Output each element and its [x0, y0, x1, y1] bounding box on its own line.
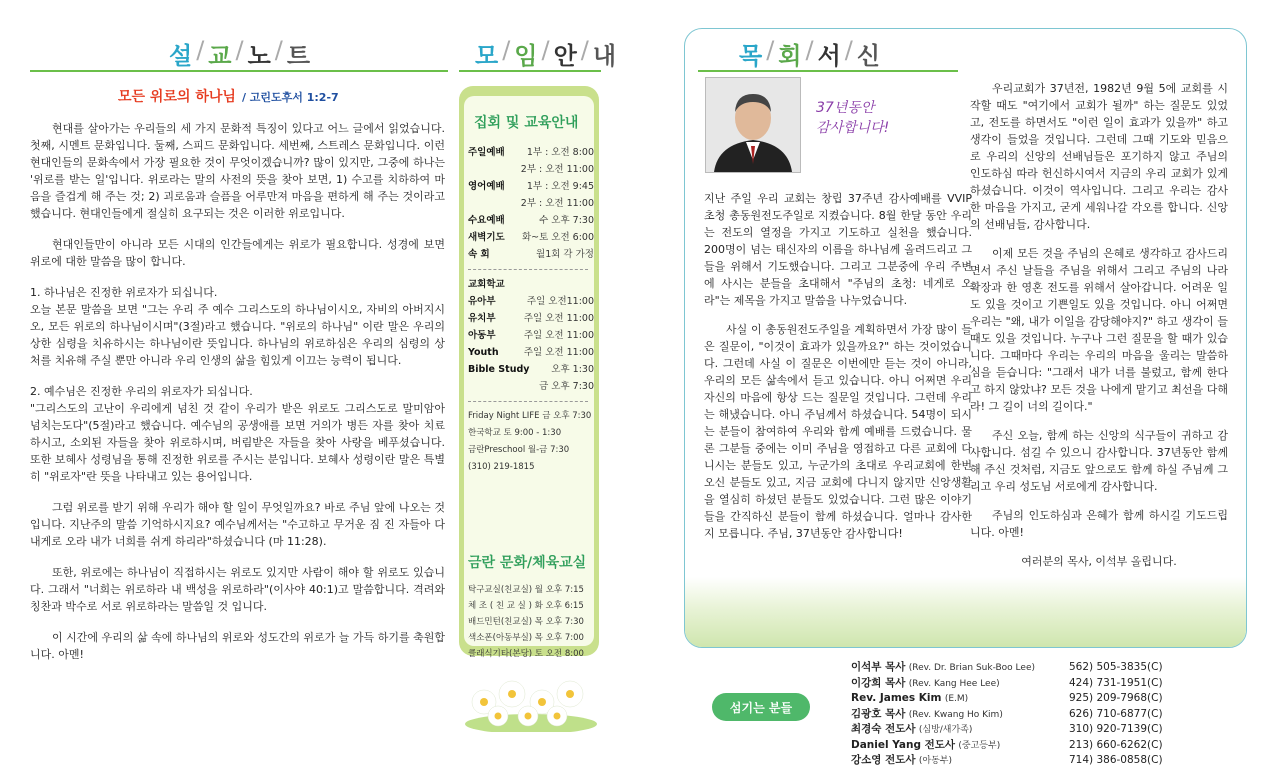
thanks-heading: 37년동안 감사합니다! [816, 100, 890, 136]
sermon-paragraph: 1. 하나님은 진정한 위로자가 되십니다. 오늘 본문 말씀을 보면 "그는 우리 주 예수 그리스도의 하나님이시오, 자비의 아버지시오, 모든 위로의 하나님이시며"(3절)라고 했습니다. "위로의 하나님" 이란 말은 우리의 상한 심령을 치유하시는 하나님이란 뜻입니다. 하나님의 위로하심은 우리의 심령의 상처를 치유해 주실 뿐만 아니라 우리 인생의 삶을 힘있게 이끄는 능력이 됩니다. [30, 286, 445, 367]
schedule-row: 2부 : 오전 11:00 [520, 164, 594, 175]
letter-paragraph: 주님의 인도하심과 은혜가 함께 하시길 기도드립니다. 아멘! [970, 509, 1228, 539]
daisy-flowers-decoration [462, 672, 600, 732]
worship-schedule [468, 144, 594, 476]
staff-row: Daniel Yang 전도사 (중고등부) 213) 660-6262(C) [851, 738, 1163, 751]
schedule-row: 수요예배 수 오후 7:30 [468, 215, 594, 226]
culture-row: 탁구교실(친교실) 월 오후 7:15 [468, 585, 584, 595]
schedule-row: 새벽기도 화~토 오전 6:00 [468, 232, 594, 243]
misc-row: Friday Night LIFE 금 오후 7:30 [468, 411, 592, 421]
schedule-row: 교회학교 [468, 279, 505, 290]
staff-list [851, 660, 1189, 769]
staff-row: 김광호 목사 (Rev. Kwang Ho Kim) 626) 710-6877(C) [851, 707, 1163, 720]
misc-row: 금란Preschool 월-금 7:30 [468, 445, 570, 455]
sermon-paragraph: 이 시간에 우리의 삶 속에 하나님의 위로와 성도간의 위로가 늘 가득 하기를 축원합니다. 아멘! [30, 631, 445, 661]
letter-signature: 여러분의 목사, 이석부 올립니다. [1021, 555, 1177, 568]
staff-label-badge: 섬기는 분들 [712, 693, 810, 721]
sermon-paragraph: 그럼 위로를 받기 위해 우리가 해야 할 일이 무엇일까요? 바로 주님 앞에 나오는 것입니다. 지난주의 말씀 기억하시지요? 예수님께서는 "수고하고 무거운 짐 진 자들아 다 내게로 오라 내가 너희를 쉬게 하리라"하셨습니다 (마 11:28). [30, 501, 445, 548]
sermon-paragraph: 또한, 위로에는 하나님이 직접하시는 위로도 있지만 사람이 해야 할 위로도 있습니다. 그래서 "너희는 위로하라 내 백성을 위로하라"(이사야 40:1)고 말씀합니다. 격려와 칭찬과 박수로 서로 위로하라는 말씀일 것 입니다. [30, 566, 445, 613]
sermon-paragraph: 2. 예수님은 진정한 우리의 위로자가 되십니다. "그리스도의 고난이 우리에게 넘친 것 같이 우리가 받은 위로도 그리스도로 말미암아 넘치는도다"(5절)라고 했습니다. 예수님의 공생애를 보면 거의가 병든 자를 찾아 치료하시고, 소외된 자들을 찾아 위로하시며, 버림받은 자들을 찾아 사랑을 베푸셨습니다. 또한 보혜사 성령님을 통해 진정한 위로를 주시는 분입니다. 보혜사 성령이란 말은 특별히 "위로자"란 뜻을 나타내고 있는 용어입니다. [30, 385, 445, 483]
letter-paragraph: 주신 오늘, 함께 하는 신앙의 식구들이 귀하고 감사합니다. 섬길 수 있으니 감사합니다. 37년동안 함께 해 주신 것처럼, 지금도 앞으로도 함께 하실 주님께 그리고 우리 성도님 서로에게 감사합니다. [970, 429, 1228, 493]
staff-row: 이강희 목사 (Rev. Kang Hee Lee) 424) 731-1951(C) [851, 676, 1163, 689]
misc-row: (310) 219-1815 [468, 462, 535, 472]
misc-row: 한국학교 토 9:00 - 1:30 [468, 428, 562, 438]
grass-background [685, 577, 1246, 647]
schedule-row: 아동부 주일 오전 11:00 [468, 330, 594, 341]
culture-row: 체 조 ( 친 교 실 ) 화 오후 6:15 [468, 601, 584, 611]
schedule-row: 유아부 주일 오전11:00 [468, 296, 594, 307]
schedule-row: Youth 주일 오전 11:00 [468, 347, 594, 358]
letter-paragraph: 이제 모든 것을 주님의 은혜로 생각하고 감사드리면서 주신 날들을 주님을 위해서 그리고 주님의 나라 확장과 한 영혼 전도를 위해서 살아갑니다. 어려운 일도 있을 것이고 기쁜일도 있을 것입니다. 아니 어쩌면 우리는 "왜, 내가 이일을 감당해야지?" 하고 생각이 들때도 있을 것입니다. 누구나 그런 질문을 할 때가 있습니다. 그때마다 우리는 우리의 마음을 울리는 말씀하심을 듣습니다: "그래서 내가 너를 불렀고, 함께 한다고 하지 않았냐? 모든 것을 나에게 맡기고 최선을 다해라! 그 길이 너의 길이다." [970, 247, 1228, 413]
schedule-row: 영어예배 1부 : 오전 9:45 [468, 181, 594, 192]
meeting-guide-title: 모 / 임 / 안 / 내 [475, 36, 617, 70]
letter-paragraph: 사실 이 총동원전도주일을 계획하면서 가장 많이 들은 질문이, "이것이 효과가 있을까요?" 하는 것이었습니다. 그런데 사실 이 질문은 이번에만 듣는 것이 아니라, 우리의 모든 삶속에서 듣고 있습니다. 아니 어쩌면 우리 자신의 마음에 항상 드는 질문일 것입니다. 그런데 우리는 해냈습니다. 아니 주님께서 하셨습니다. 54명이 되시는 분들이 참여하여 우리와 함께 예배를 드렸습니다. 물론 그분들 중에는 이미 주님을 영접하고 다른 교회에 다니시는 분들도 있고, 누군가의 초대로 우리교회에 한번 오신 분들도 있고, 지금 교회에 다니지 않지만 신앙생활을 열심히 하셨던 분들도 있었습니다. 그런 많은 이야기들을 간직하신 분들이 함께 하셨습니다. 얼마나 감사한지 모릅니다. 주님, 37년동안 감사합니다! [704, 323, 972, 540]
staff-row: 강소영 전도사 (아동부) 714) 386-0858(C) [851, 754, 1163, 766]
staff-row: 최경숙 전도사 (심방/새가족) 310) 920-7139(C) [851, 723, 1163, 735]
pastoral-letter-title: 목 / 회 / 서 / 신 [739, 36, 881, 70]
schedule-row: 유치부 주일 오전 11:00 [468, 313, 594, 324]
culture-row: 배드민턴(친교실) 목 오후 7:30 [468, 617, 584, 627]
staff-row: Rev. James Kim (E.M) 925) 209-7968(C) [851, 692, 1163, 704]
culture-schedule [468, 582, 594, 662]
worship-section-title: 집회 및 교육안내 [474, 115, 579, 131]
pastor-photo [705, 77, 801, 173]
schedule-row: 2부 : 오전 11:00 [520, 198, 594, 209]
sermon-heading: 모든 위로의 하나님 / 고린도후서 1:2-7 [118, 89, 339, 105]
scripture-reference: / 고린도후서 1:2-7 [241, 91, 339, 104]
sermon-title-rule [30, 70, 448, 72]
letter-paragraph: 우리교회가 37년전, 1982년 9월 5에 교회를 시작할 때도 "여기에서 교회가 될까" 하는 질문도 있었고, 전도를 하면서도 "이런 일이 효과가 있을까" 하고 생각이 들었을 것입니다. 그런데 그때 기도와 믿음으로 우리의 신앙의 선배님들은 포기하지 않고 주님의 인도하심 따라 헌신하시여서 지금의 우리 교회가 있게 하셨습니다. 이것이 역사입니다. 그리고 우리는 감사한 마음을 가지고, 굳게 세워나갈 각오를 합니다. 신앙의 선배님들, 감사합니다. [970, 82, 1228, 231]
schedule-row: 금 오후 7:30 [539, 381, 594, 392]
culture-section-title: 금란 문화/체육교실 [468, 555, 587, 571]
schedule-row: 속 회 월1회 각 가정 [468, 249, 594, 260]
culture-row: 색소폰(아동부실) 목 오후 7:00 [468, 633, 584, 643]
sermon-paragraph: 현대인들만이 아니라 모든 시대의 인간들에게는 위로가 필요합니다. 성경에 보면 위로에 대한 말씀을 많이 합니다. [30, 238, 445, 268]
sermon-body [30, 120, 445, 677]
letter-title-rule [698, 70, 958, 72]
schedule-row: 주일예배 1부 : 오전 8:00 [468, 147, 594, 158]
sermon-note-title: 설 / 교 / 노 / 트 [169, 36, 311, 70]
culture-row: 클래식기타(본당) 토 오전 8:00 [468, 649, 584, 659]
sermon-paragraph: 현대를 살아가는 우리들의 세 가지 문화적 특징이 있다고 어느 글에서 읽었습니다. 첫째, 시멘트 문화입니다. 둘째, 스피드 문화입니다. 세번째, 스트레스 문화입니다. 이런 현대인들의 문화속에서 가장 필요한 것이 무엇이겠습니까? 많이 있지만, 그중에 하나는 '위로를 받는 일'입니다. 위로라는 말의 사전의 뜻을 찾아 보면, 1) 수고를 치하하여 마음을 즐겁게 해 주는 것; 2) 괴로움과 슬픔을 어루만져 마음을 편하게 해 주는 것이라고 했습니다. 현대인들에게 절실히 요구되는 것은 이러한 위로입니다. [30, 122, 445, 220]
letter-column-2 [970, 80, 1228, 582]
schedule-row: Bible Study 오후 1:30 [468, 364, 594, 375]
letter-paragraph: 지난 주일 우리 교회는 창립 37주년 감사예배를 VVIP 초청 총동원전도주일로 지켰습니다. 8월 한달 동안 우리는 전도의 열정을 가지고 기도하고 실천을 했습니다. 200명이 넘는 태신자의 이름을 하나님께 올려드리고 그들을 위해서 기도했습니다. 그리고 그분중에 우리 주변에 사시는 분들을 초대해서 "주님의 초청: 네게로 오라"는 제목을 가지고 말씀을 나누었습니다. [704, 192, 972, 307]
divider [468, 269, 588, 270]
meeting-title-rule [459, 70, 601, 72]
staff-row: 이석부 목사 (Rev. Dr. Brian Suk-Boo Lee) 562) 505-3835(C) [851, 661, 1163, 673]
letter-column-1 [704, 190, 972, 554]
divider [468, 401, 588, 402]
